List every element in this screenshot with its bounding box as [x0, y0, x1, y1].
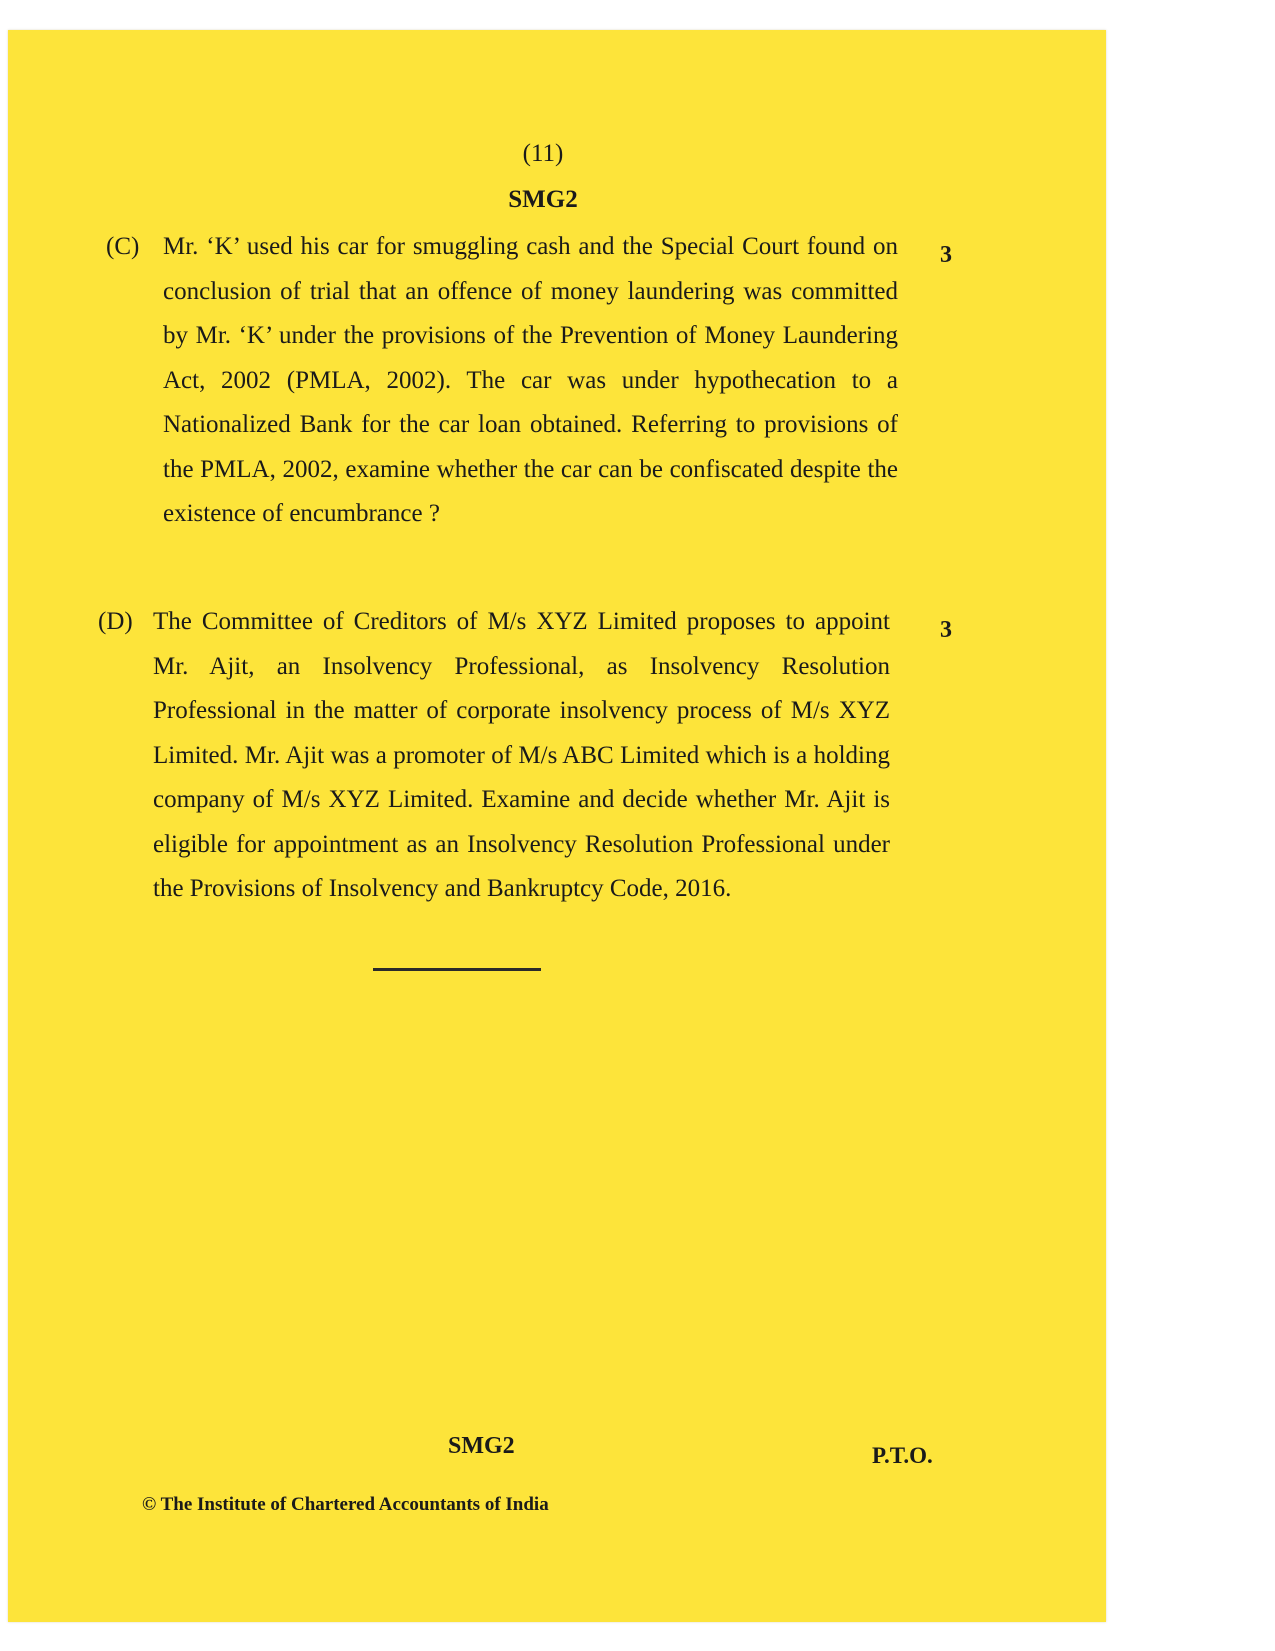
question-letter: (D) — [98, 608, 133, 635]
question-letter: (C) — [106, 233, 140, 260]
paper-code-header: SMG2 — [508, 186, 578, 213]
end-of-section-rule — [373, 968, 541, 971]
question-text: The Committee of Creditors of M/s XYZ Limited proposes to appoint Mr. Ajit, an Insolvency Professional, as Insolvency Resolution Professional in the matter of corporate insolvency process of M/s XYZ Limited. Mr. Ajit was a promoter of M/s ABC Limited which is a holding company of M/s XYZ Limited. Examine and decide whether Mr. Ajit is eligible for appointment as an Insolvency Resolution Professional under the Provisions of Insolvency and Bankruptcy Code, 2016. — [153, 608, 890, 902]
page-number: (11) — [522, 140, 564, 167]
please-turn-over: P.T.O. — [872, 1443, 933, 1468]
question-text: Mr. ‘K’ used his car for smuggling cash and the Special Court found on conclusion of trial that an offence of money laundering was committed by Mr. ‘K’ under the provisions of the Prevention of Money Laundering Act, 2002 (PMLA, 2002). The car was under hypothecation to a Nationalized Bank for the car loan obtained. Referring to provisions of the PMLA, 2002, examine whether the car can be confiscated despite the existence of encumbrance ? — [163, 233, 898, 527]
exam-page — [8, 30, 1106, 1622]
question-marks: 3 — [940, 242, 952, 268]
paper-code-footer: SMG2 — [448, 1433, 515, 1459]
copyright-notice: © The Institute of Chartered Accountants of India — [142, 1494, 549, 1515]
question-marks: 3 — [940, 617, 952, 643]
